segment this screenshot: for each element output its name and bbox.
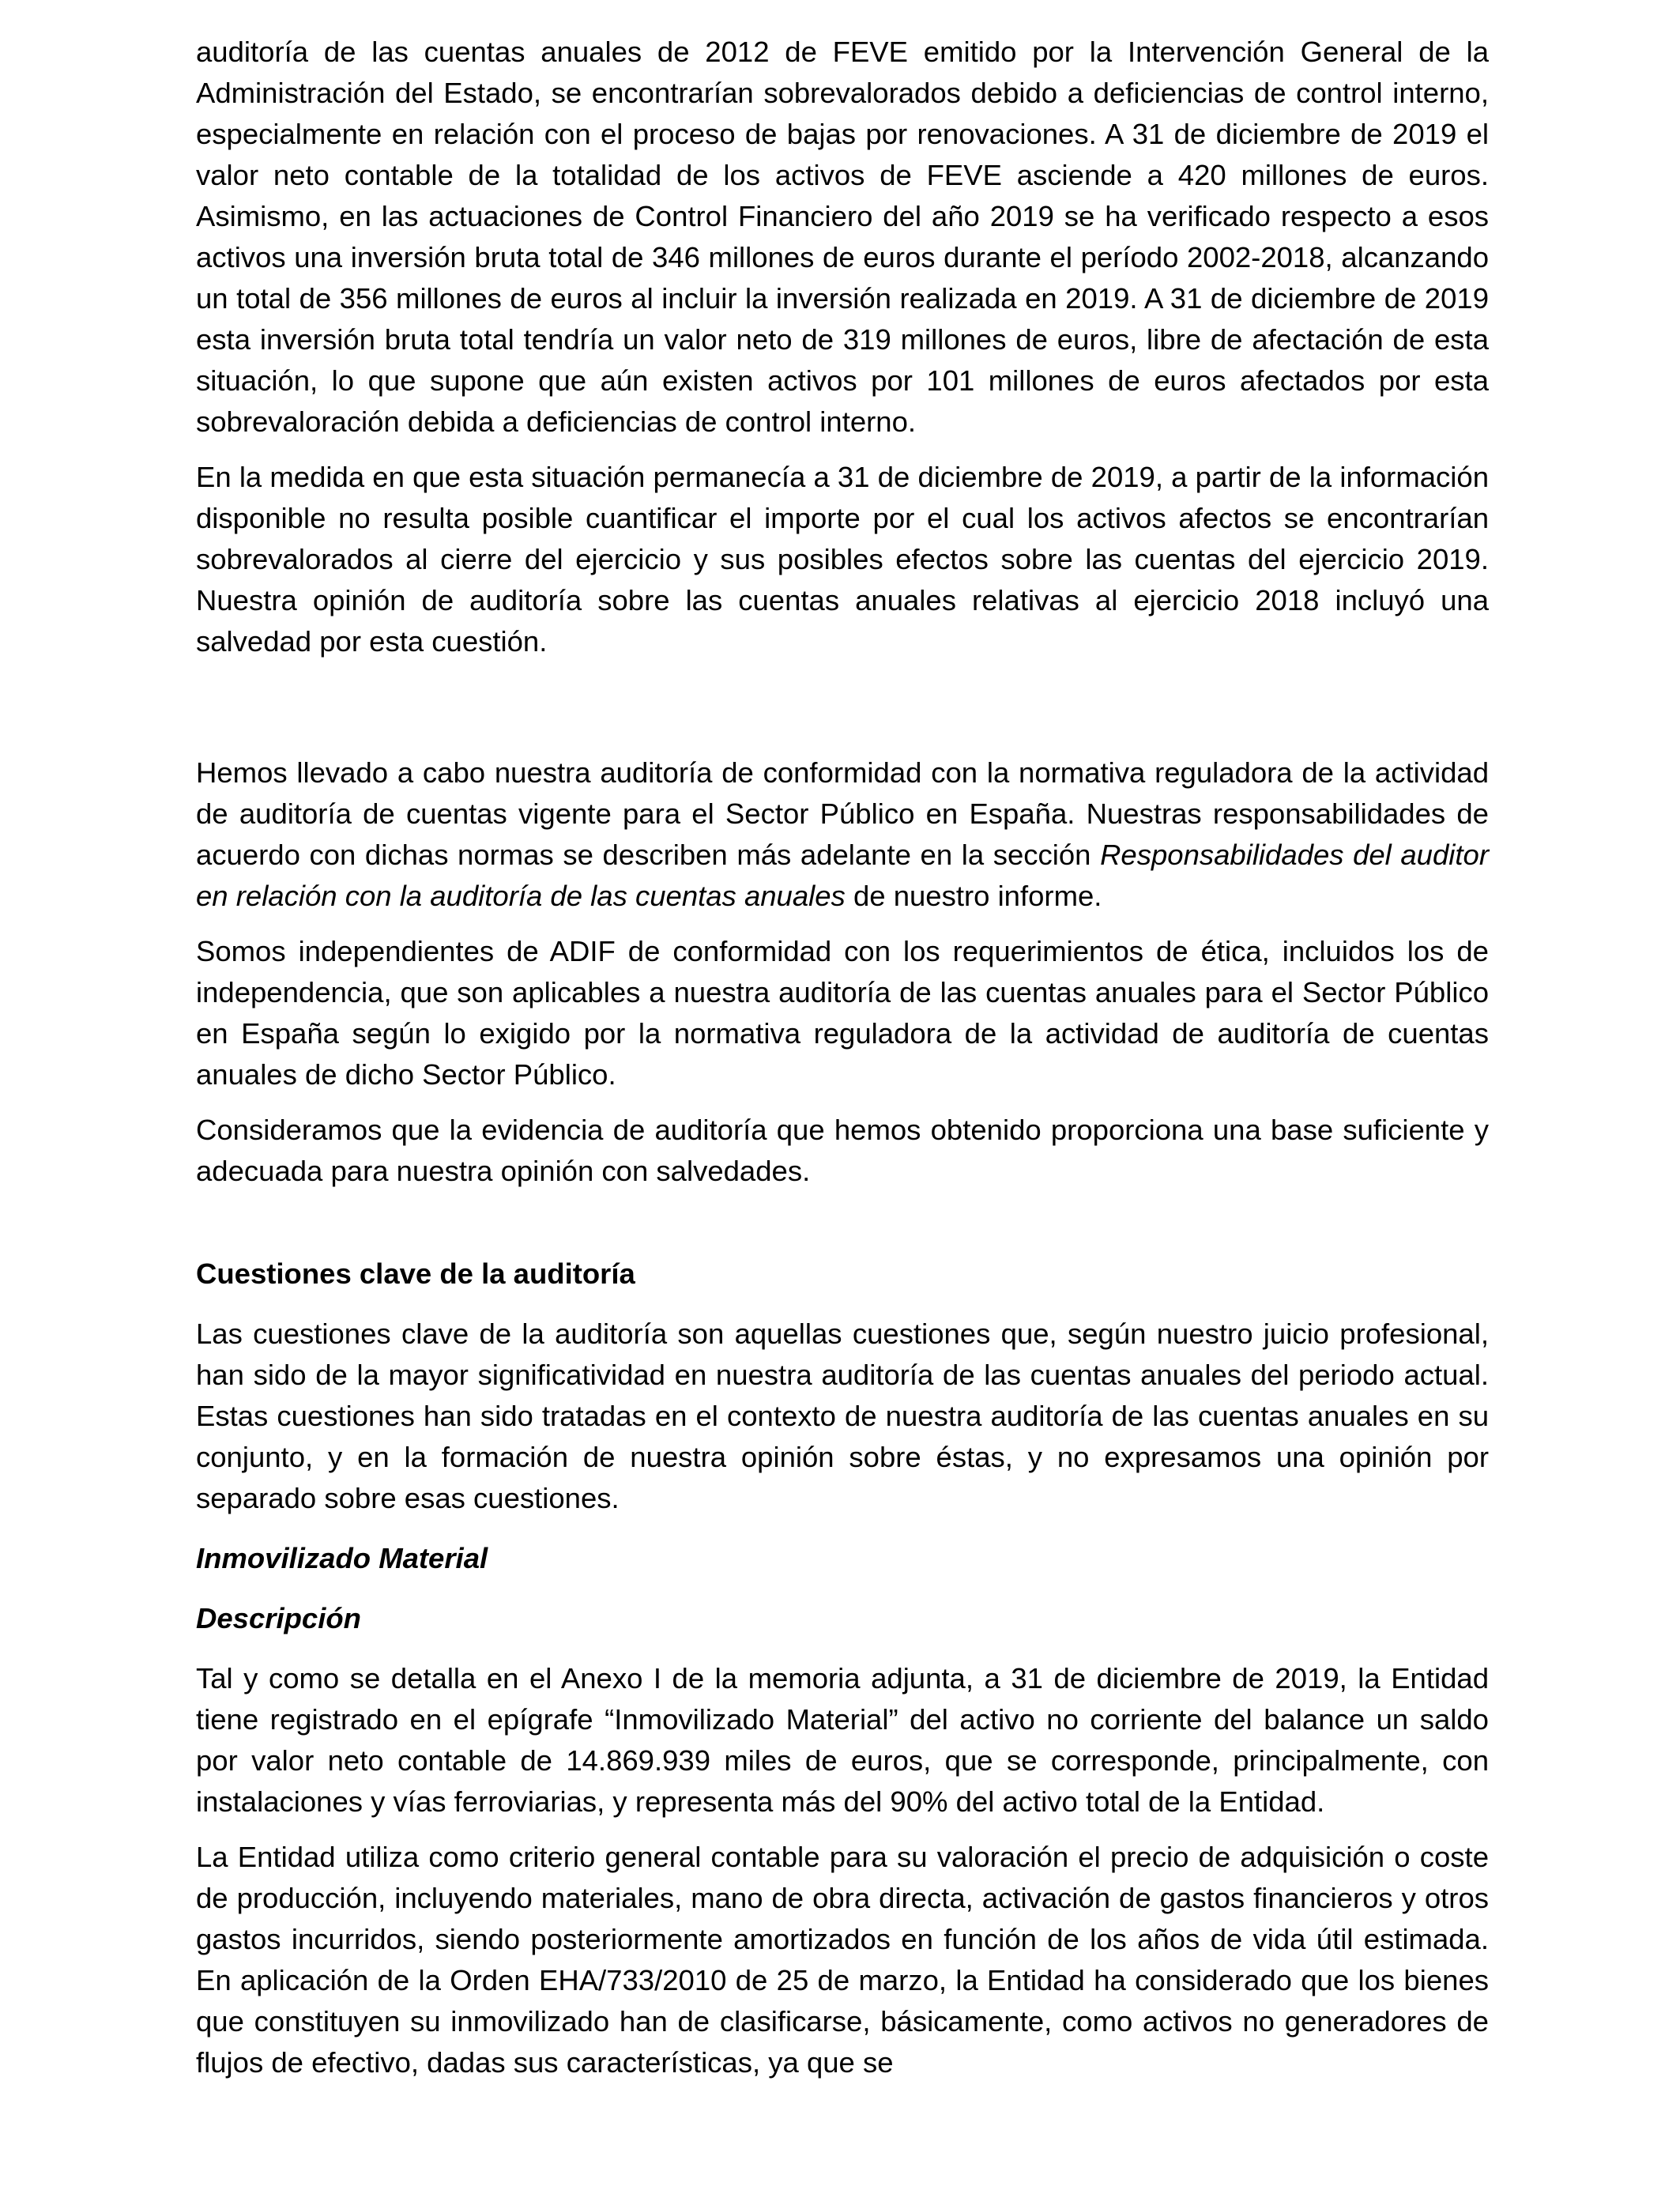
paragraph-evidence: Consideramos que la evidencia de auditoría que hemos obtenido proporciona una base suficiente y adecuada para nuestra opinión con salvedades. (196, 1114, 1489, 1187)
paragraph-key-audit-matters: Las cuestiones clave de la auditoría son aquellas cuestiones que, según nuestro juicio profesional, han sido de la mayor significatividad en nuestra auditoría de las cuentas anuales del periodo actual. Estas cuestiones han sido tratadas en el contexto de nuestra auditoría de las cuentas anuales en su conjunto, y en la formación de nuestra opinión sobre éstas, y no expresamos una opinión por separado sobre esas cuestiones. (196, 1318, 1489, 1514)
paragraph-description-valuation: La Entidad utiliza como criterio general contable para su valoración el precio de adquisición o coste de producción, incluyendo materiales, mano de obra directa, activación de gastos financieros y otros gastos incurridos, siendo posteriormente amortizados en función de los años de vida útil estimada. En aplicación de la Orden EHA/733/2010 de 25 de marzo, la Entidad ha considerado que los bienes que constituyen su inmovilizado han de clasificarse, básicamente, como activos no generadores de flujos de efectivo, dadas sus características, ya que se (196, 1841, 1489, 2079)
heading-key-audit-matters: Cuestiones clave de la auditoría (196, 1257, 635, 1290)
subheading-tangible-assets: Inmovilizado Material (196, 1542, 488, 1574)
paragraph-feve-assets: auditoría de las cuentas anuales de 2012 de FEVE emitido por la Intervención General de la Administración del Estado, se encontrarían sobrevalorados debido a deficiencias de control interno, especialmente en relación con el proceso de bajas por renovaciones. A 31 de diciembre de 2019 el valor neto contable de la totalidad de los activos de FEVE asciende a 420 millones de euros. Asimismo, en las actuaciones de Control Financiero del año 2019 se ha verificado respecto a esos activos una inversión bruta total de 346 millones de euros durante el período 2002-2018, alcanzando un total de 356 millones de euros al incluir la inversión realizada en 2019. A 31 de diciembre de 2019 esta inversión bruta total tendría un valor neto de 319 millones de euros, libre de afectación de esta situación, lo que supone que aún existen activos por 101 millones de euros afectados por esta sobrevaloración debida a deficiencias de control interno. (196, 36, 1489, 438)
paragraph-audit-standards-text: Hemos llevado a cabo nuestra auditoría de conformidad con la normativa reguladora de la actividad de auditoría de cuentas vigente para el Sector Público en España. Nuestras responsabilidades de acuerdo con dichas normas se describen más adelante en la sección (196, 756, 1489, 871)
paragraph-audit-standards (196, 752, 1489, 917)
paragraph-audit-standards-tail: de nuestro informe. (845, 880, 1102, 912)
paragraph-audit-standards-section-reference: Responsabilidades del auditor en relación con la auditoría de las cuentas anuales (196, 839, 1489, 912)
subheading-description: Descripción (196, 1602, 361, 1634)
paragraph-feve-quantification: En la medida en que esta situación permanecía a 31 de diciembre de 2019, a partir de la información disponible no resulta posible cuantificar el importe por el cual los activos afectos se encontrarían sobrevalorados al cierre del ejercicio y sus posibles efectos sobre las cuentas del ejercicio 2019. Nuestra opinión de auditoría sobre las cuentas anuales relativas al ejercicio 2018 incluyó una salvedad por esta cuestión. (196, 461, 1489, 658)
paragraph-description-balance: Tal y como se detalla en el Anexo I de la memoria adjunta, a 31 de diciembre de 2019, la Entidad tiene registrado en el epígrafe “Inmovilizado Material” del activo no corriente del balance un saldo por valor neto contable de 14.869.939 miles de euros, que se corresponde, principalmente, con instalaciones y vías ferroviarias, y representa más del 90% del activo total de la Entidad. (196, 1662, 1489, 1818)
paragraph-independence: Somos independientes de ADIF de conformidad con los requerimientos de ética, incluidos los de independencia, que son aplicables a nuestra auditoría de las cuentas anuales para el Sector Público en España según lo exigido por la normativa reguladora de la actividad de auditoría de cuentas anuales de dicho Sector Público. (196, 935, 1489, 1091)
document-body (196, 32, 1489, 2083)
